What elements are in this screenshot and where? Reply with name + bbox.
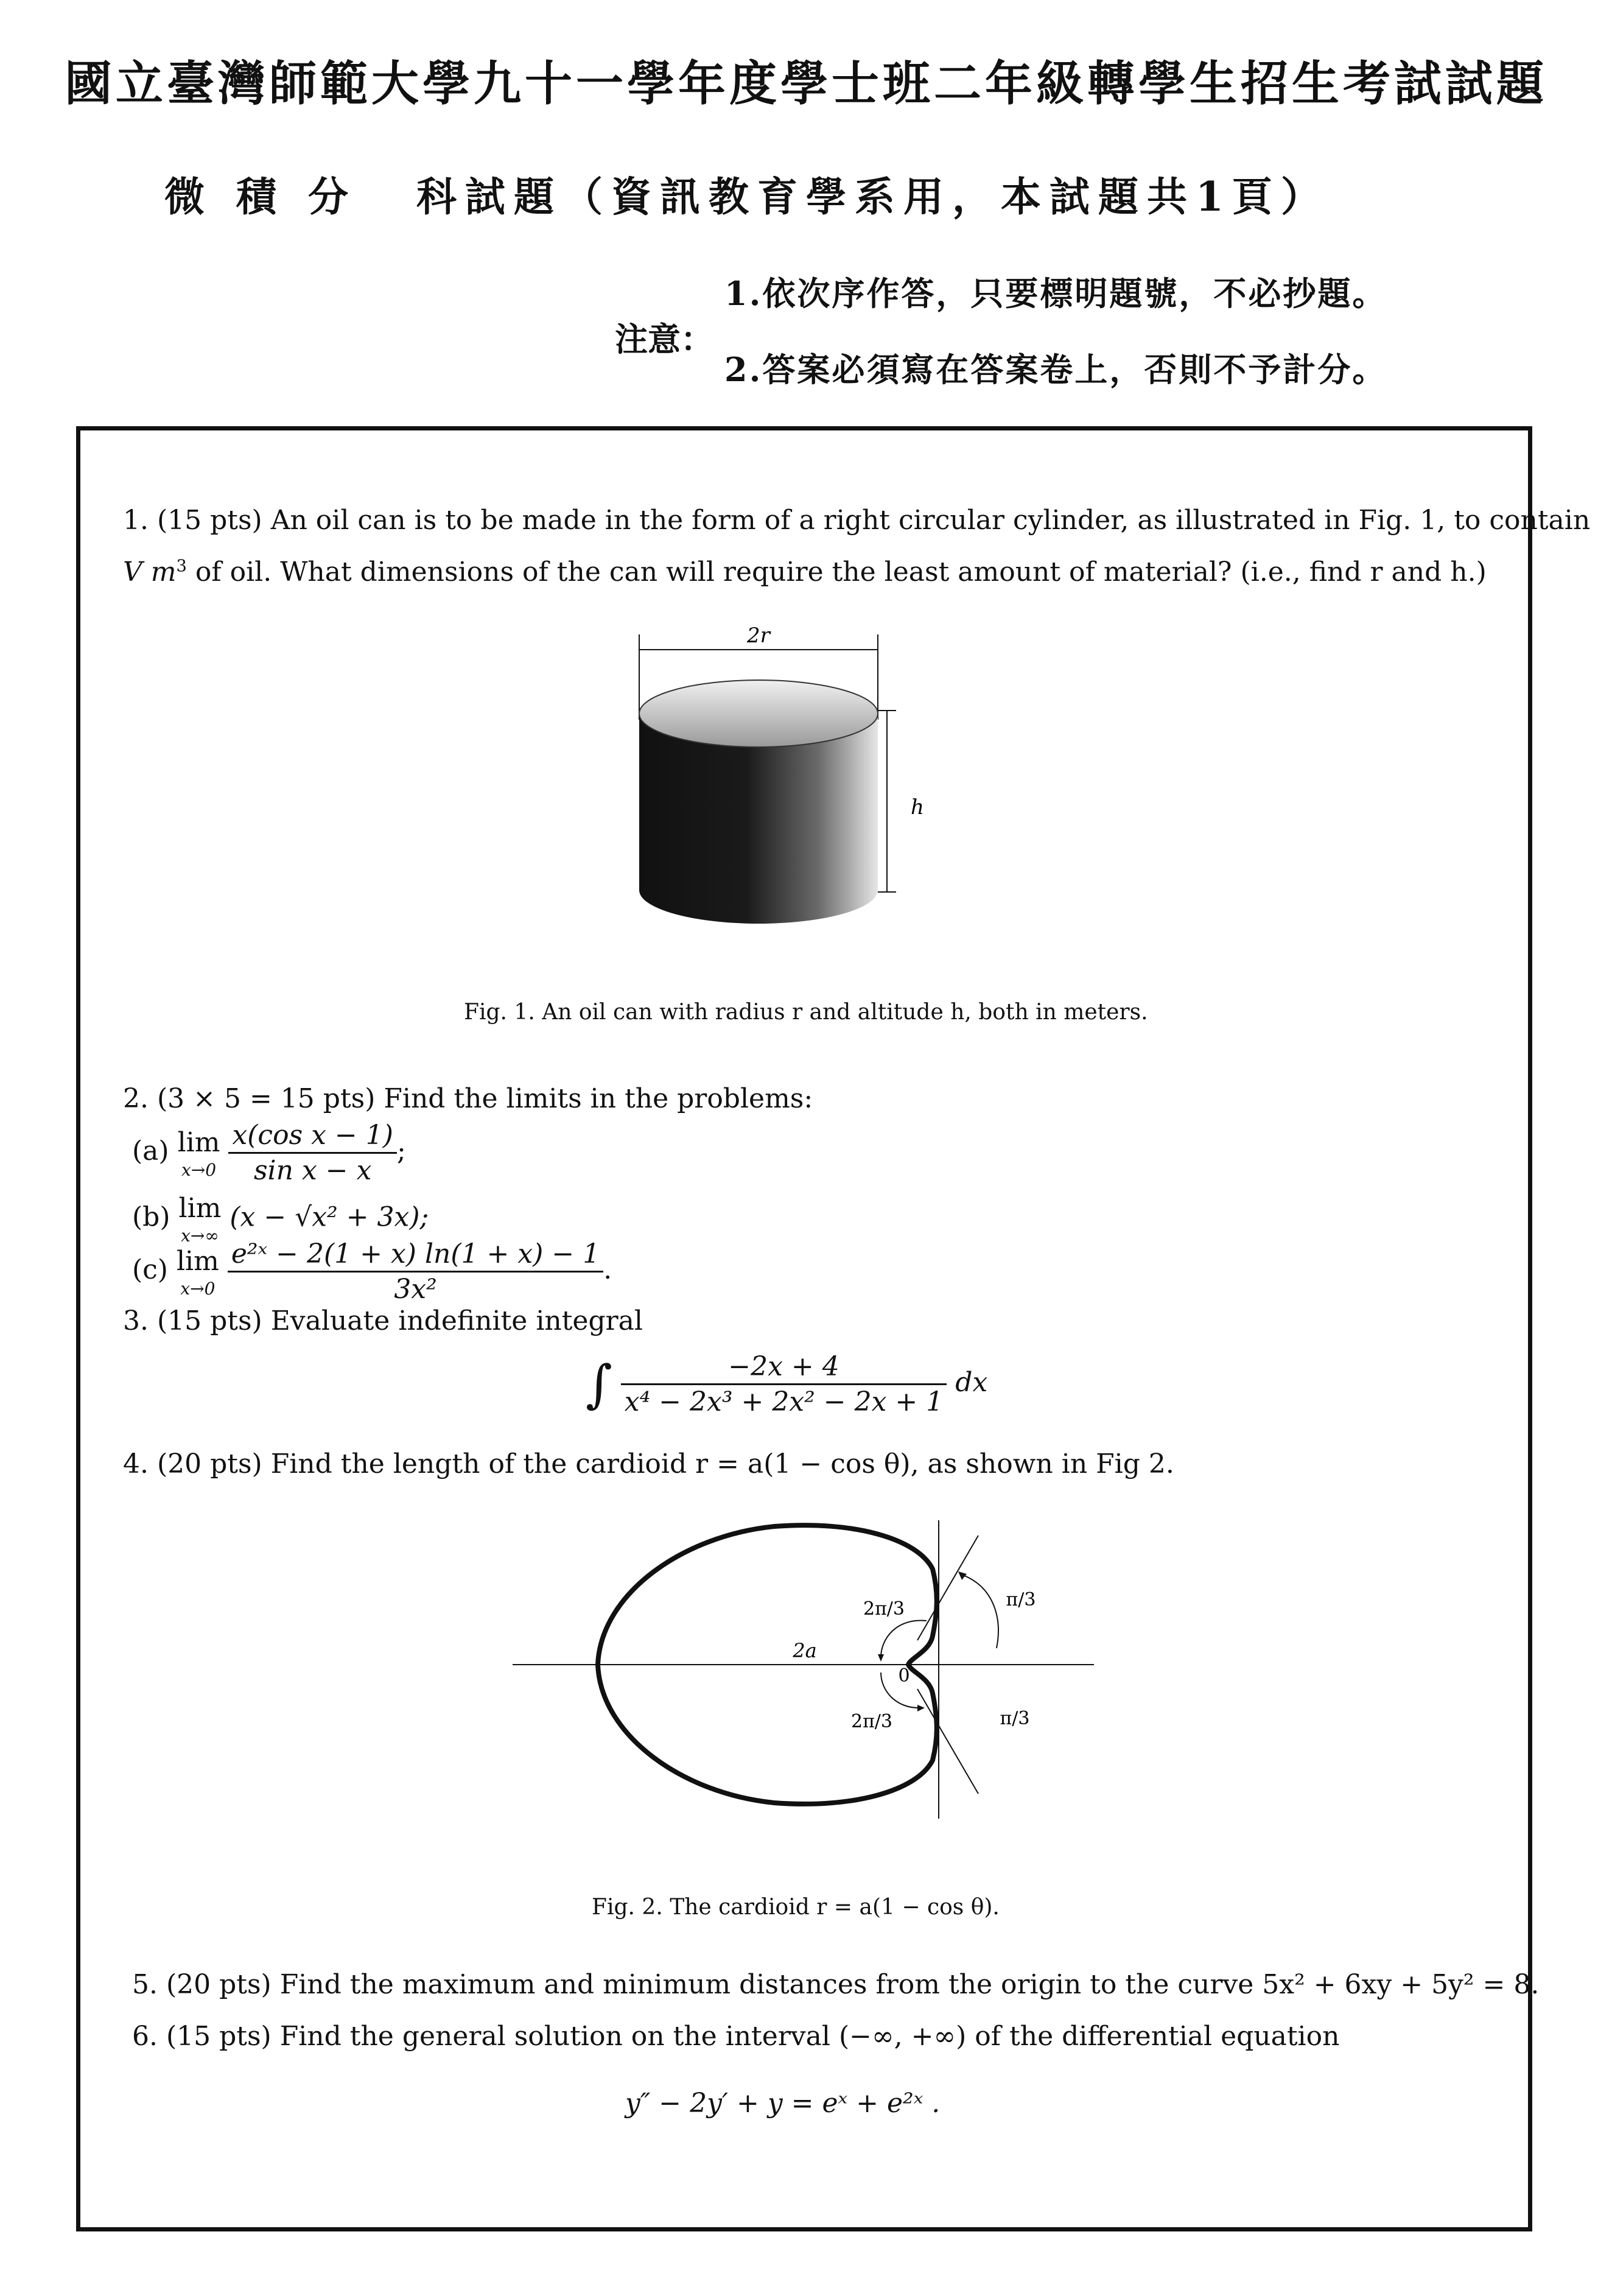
q2a-denominator: sin x − x [253,1155,372,1186]
question-5: 5. (20 pts) Find the maximum and minimum distances from the origin to the curve 5x² + 6xy + 5y² = 8. [132,1969,1540,2000]
q2c-label: (c) [132,1254,168,1285]
fig2-arrow-lower-left [917,1705,925,1711]
fig2-label-lower-left: 2π/3 [851,1711,892,1732]
q2c-numerator: e²ˣ − 2(1 + x) ln(1 + x) − 1 [228,1237,603,1273]
fig2-label-upper-left: 2π/3 [863,1598,905,1620]
q3-dx: dx [955,1367,988,1398]
question-2-intro: 2. (3 × 5 = 15 pts) Find the limits in the problems: [123,1083,813,1114]
q2b-lim-word: lim [178,1193,222,1224]
q2c-lim-sub: x→0 [180,1278,216,1299]
q2b-lim-sub: x→∞ [181,1226,219,1246]
exam-title: 國立臺灣師範大學九十一學年度學士班二年級轉學生招生考試試題 [64,56,1547,111]
figure-1-caption: Fig. 1. An oil can with radius r and altitude h, both in meters. [464,1000,1148,1025]
fig1-height-label: h [911,795,924,820]
figure-2-caption: Fig. 2. The cardioid r = a(1 − cos θ). [592,1895,1000,1920]
fig1-can-lid [639,680,878,747]
q2a-lim-sub: x→0 [181,1159,217,1180]
q2a-end: ; [396,1136,406,1167]
q2a-limit [178,1126,220,1181]
q2a-label: (a) [132,1136,169,1167]
q2a-fraction [228,1118,397,1187]
fig2-label-upper-right: π/3 [1006,1589,1036,1610]
note-line-1: 1.依次序作答，只要標明題號，不必抄題。 [724,274,1387,313]
notes-label: 注意： [615,320,713,359]
subject-name: 微積分 [164,173,380,220]
fig1-width-label: 2r [747,623,770,648]
question-6-equation: y″ − 2y′ + y = eˣ + e²ˣ . [625,2088,941,2119]
q2c-denominator: 3x² [394,1274,437,1305]
q3-numerator: −2x + 4 [621,1350,947,1385]
q2a-lim-word: lim [177,1126,220,1158]
fig2-arrow-upper-left [878,1654,884,1662]
question-2-part-c [132,1237,612,1306]
q2c-lim-word: lim [176,1245,219,1277]
fig2-arc-upper-right [963,1575,998,1648]
fig2-label-origin: 0 [898,1665,910,1687]
q2b-label: (b) [132,1201,170,1233]
fig2-tangent-lower [917,1689,978,1794]
question-4-intro: 4. (20 pts) Find the length of the cardioid r = a(1 − cos θ), as shown in Fig 2. [123,1448,1174,1480]
figure-1-cylinder [616,613,1018,954]
exam-box [76,426,1591,2231]
question-3-integral [586,1350,987,1419]
q1-volume-var: V m [123,556,177,588]
question-6: 6. (15 pts) Find the general solution on the interval (−∞, +∞) of the differential equation [132,2021,1340,2052]
question-2-part-a [132,1118,406,1187]
q3-denominator: x⁴ − 2x³ + 2x² − 2x + 1 [624,1386,944,1417]
note-line-2: 2.答案必須寫在答案卷上，否則不予計分。 [724,350,1387,389]
q2a-numerator: x(cos x − 1) [228,1118,397,1154]
q1-volume-exp: 3 [176,556,187,576]
question-3-intro: 3. (15 pts) Evaluate indefinite integral [123,1305,643,1336]
question-1-line-2 [123,555,1487,589]
fig2-tangent-upper [917,1536,978,1640]
q2c-end: . [603,1254,612,1285]
fig2-label-2a: 2a [793,1639,817,1662]
subject-info: 科試題（資訊教育學系用，本試題共1頁） [416,173,1330,220]
q2c-fraction [228,1237,603,1306]
q2c-limit [177,1245,219,1299]
q1-line-2-rest: of oil. What dimensions of the can will require the least amount of material? (i.e., find r and h.) [186,556,1487,588]
q3-fraction [621,1350,947,1419]
exam-subtitle [164,164,1330,222]
question-1-line-1: 1. (15 pts) An oil can is to be made in the form of a right circular cylinder, as illustrated in Fig. 1, to contain [123,505,1591,536]
fig2-label-lower-right: π/3 [1000,1708,1030,1729]
q2b-expression: (x − √x² + 3x); [230,1201,429,1233]
figure-2-cardioid [513,1502,1097,1825]
q3-integral-sign: ∫ [586,1354,612,1414]
